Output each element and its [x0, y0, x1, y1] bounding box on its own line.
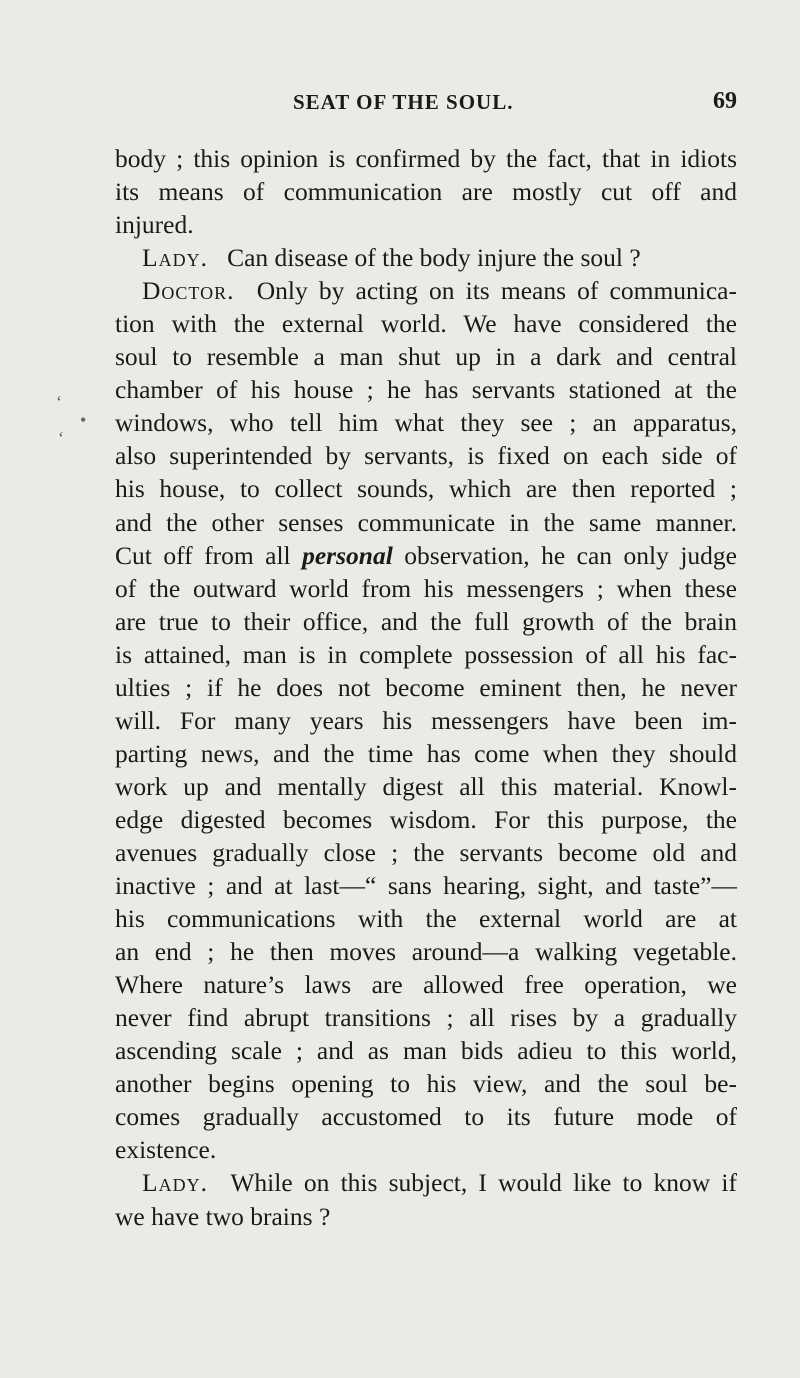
- text-line: work up and mentally digest all this material. Knowl-: [115, 771, 737, 801]
- page-header: [115, 90, 737, 122]
- text-line: existence.: [115, 1135, 217, 1165]
- text-line: body ; this opinion is confirmed by the fact, that in idiots: [115, 144, 737, 173]
- dialogue-line: [115, 241, 737, 274]
- text-fragment: observation, he can only judge: [404, 540, 737, 570]
- page-number: 69: [713, 88, 737, 114]
- emphasis-personal: personal: [302, 540, 393, 570]
- dialogue-line: [115, 1166, 737, 1199]
- dialogue-line: [115, 274, 737, 307]
- text-line: ulties ; if he does not become eminent then, he never: [115, 672, 737, 702]
- text-line: an end ; he then moves around—a walking vegetable.: [115, 937, 737, 967]
- text-line: comes gradually accustomed to its future mode of: [115, 1102, 737, 1132]
- text-line: also superintended by servants, is fixed on each side of: [115, 441, 737, 471]
- text-line: and the other senses communicate in the same manner.: [115, 507, 737, 537]
- text-line: windows, who tell him what they see ; an apparatus,: [115, 408, 737, 438]
- margin-mark: ‘: [56, 392, 62, 412]
- text-line: injured.: [115, 210, 194, 240]
- text-line: another begins opening to his view, and the soul be-: [115, 1069, 737, 1099]
- text-line: we have two brains ?: [115, 1201, 331, 1231]
- text-line: chamber of his house ; he has servants stationed at the: [115, 375, 737, 405]
- text-line: of the outward world from his messengers ; when these: [115, 573, 737, 603]
- text-line: are true to their office, and the full growth of the brain: [115, 606, 737, 636]
- running-head: SEAT OF THE SOUL.: [293, 90, 514, 114]
- margin-mark: ‘: [58, 428, 64, 448]
- text-line: will. For many years his messengers have been im-: [115, 705, 737, 735]
- dialogue-text: Only by acting on its means of communica-: [256, 276, 737, 306]
- dialogue-text: Can disease of the body injure the soul ?: [227, 243, 641, 273]
- text-line: soul to resemble a man shut up in a dark and central: [115, 342, 737, 372]
- margin-mark: •: [80, 410, 87, 430]
- dialogue-text: While on this subject, I would like to know if: [230, 1168, 737, 1198]
- text-line: avenues gradually close ; the servants become old and: [115, 837, 737, 867]
- text-fragment: Cut off from all: [115, 540, 291, 570]
- speaker-label: Lady.: [142, 1168, 208, 1198]
- text-line: his house, to collect sounds, which are then reported ;: [115, 474, 737, 504]
- text-line: edge digested becomes wisdom. For this purpose, the: [115, 804, 737, 834]
- speaker-label: Doctor.: [142, 276, 235, 306]
- text-line: [115, 539, 737, 572]
- text-line: parting news, and the time has come when they should: [115, 738, 737, 768]
- text-line: is attained, man is in complete possession of all his fac-: [115, 639, 737, 669]
- body-text: [115, 142, 737, 1233]
- text-line: inactive ; and at last—“ sans hearing, sight, and taste”—: [115, 871, 737, 901]
- text-line: its means of communication are mostly cut off and: [115, 177, 737, 207]
- text-line: tion with the external world. We have considered the: [115, 309, 737, 339]
- text-line: ascending scale ; and as man bids adieu to this world,: [115, 1036, 737, 1066]
- text-line: his communications with the external world are at: [115, 904, 737, 934]
- text-line: never find abrupt transitions ; all rises by a gradually: [115, 1003, 737, 1033]
- text-line: Where nature’s laws are allowed free operation, we: [115, 970, 737, 1000]
- speaker-label: Lady.: [142, 243, 208, 273]
